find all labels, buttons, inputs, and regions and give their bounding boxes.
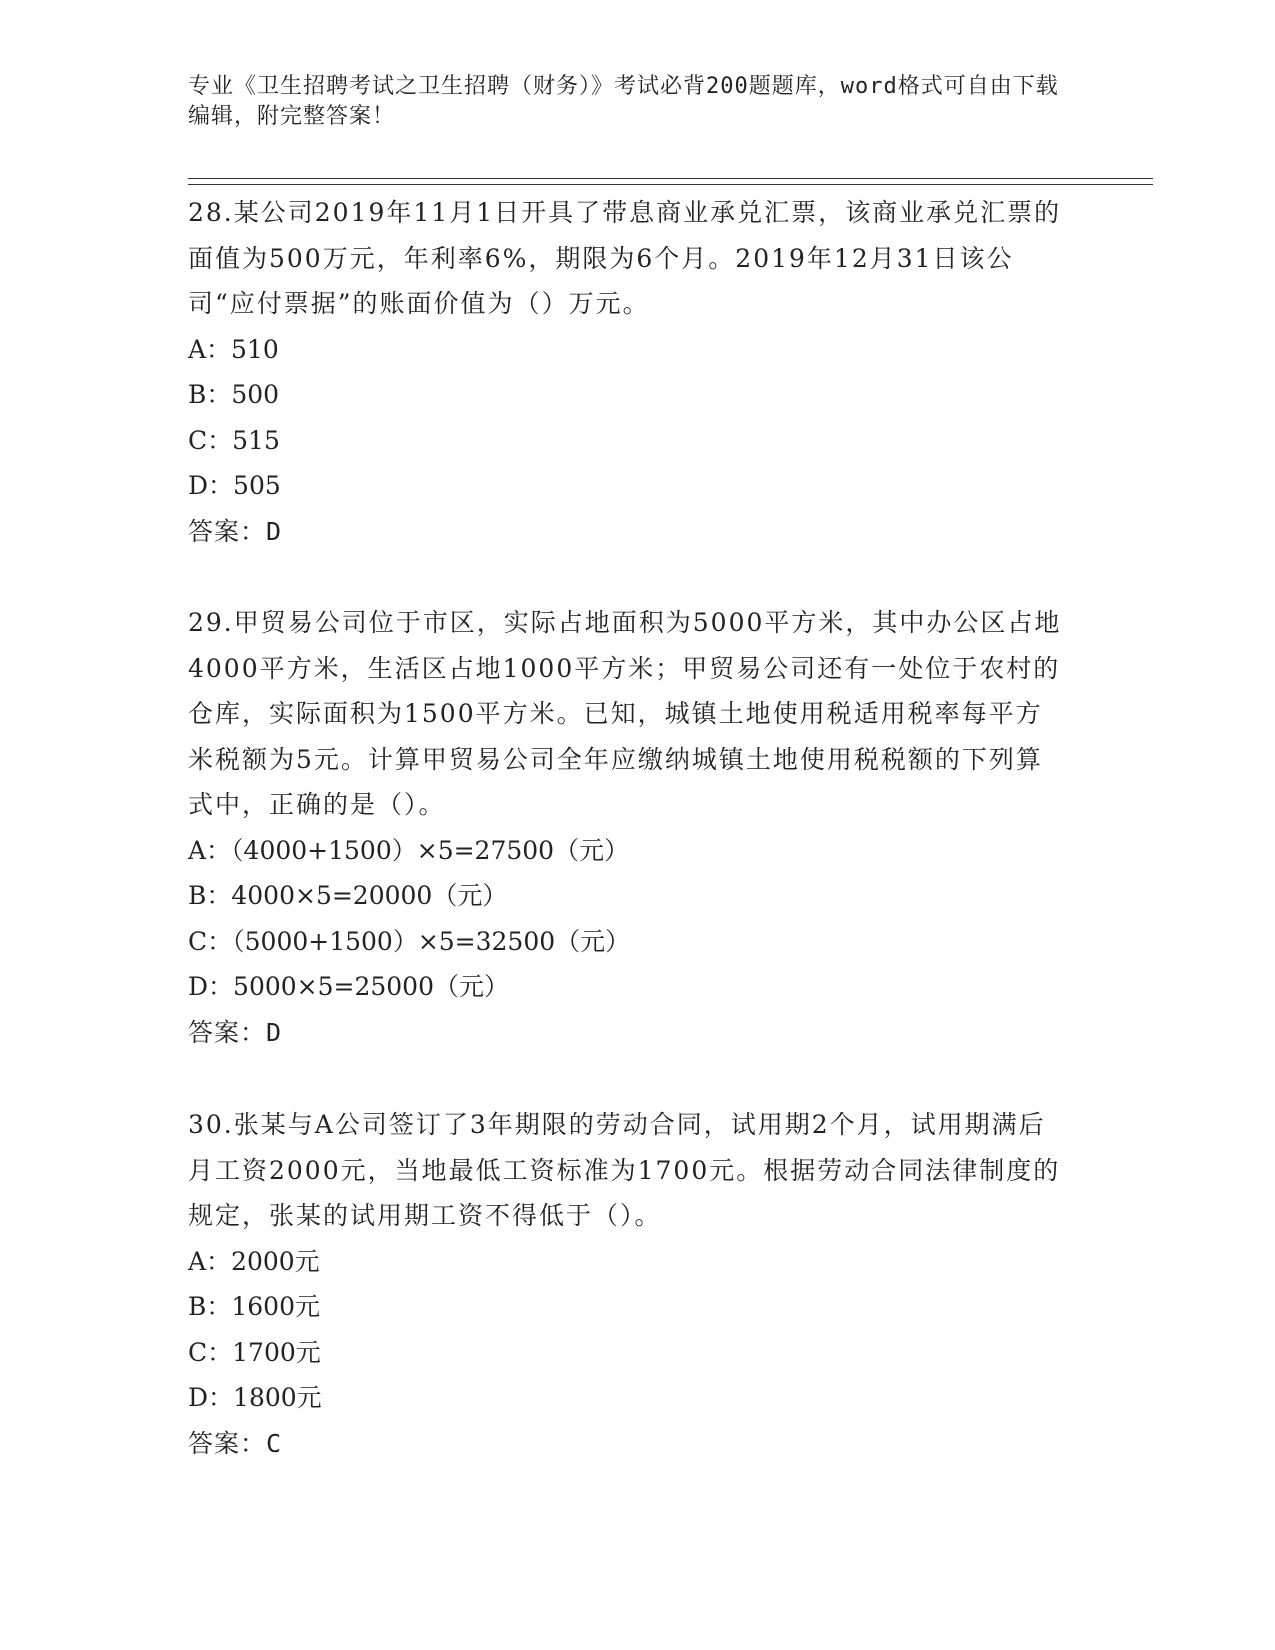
option-c: C：1700元 — [188, 1337, 321, 1367]
option-b: B：500 — [188, 380, 280, 409]
document-header: 专业《卫生招聘考试之卫生招聘（财务）》考试必背200题题库，word格式可自由下载编辑，附完整答案！ — [188, 74, 1059, 129]
question-stem: 28.某公司2019年11月1日开具了带息商业承兑汇票，该商业承兑汇票的面值为500万元，年利率6%，期限为6个月。2019年12月31日该公司“应付票据”的账面价值为（）万元。 — [188, 198, 1062, 318]
option-d: D：5000×5=25000（元） — [188, 972, 509, 1001]
answer: 答案：C — [188, 1428, 283, 1458]
answer: 答案：D — [188, 516, 283, 546]
option-d: D：505 — [188, 471, 281, 500]
option-c: C：515 — [188, 425, 280, 455]
header-divider-top — [188, 178, 1153, 179]
option-a: A：510 — [188, 334, 279, 364]
question-28 — [188, 190, 1068, 554]
question-stem: 30.张某与A公司签订了3年期限的劳动合同，试用期2个月，试用期满后月工资2000元，当地最低工资标准为1700元。根据劳动合同法律制度的规定，张某的试用期工资不得低于（）。 — [188, 1110, 1061, 1230]
option-b: B：1600元 — [188, 1292, 320, 1321]
option-a: A：2000元 — [188, 1246, 320, 1276]
option-d: D：1800元 — [188, 1383, 322, 1412]
option-c: C：（5000+1500）×5=32500（元） — [188, 926, 631, 956]
question-stem: 29.甲贸易公司位于市区，实际占地面积为5000平方米，其中办公区占地4000平方米，生活区占地1000平方米；甲贸易公司还有一处位于农村的仓库，实际面积为1500平方米。已知，城镇土地使用税适用税率每平方米税额为5元。计算甲贸易公司全年应缴纳城镇土地使用税税额的下列算式中，正确的是（）。 — [188, 608, 1062, 819]
question-30 — [188, 1102, 1068, 1466]
option-b: B：4000×5=20000（元） — [188, 881, 508, 910]
option-a: A：（4000+1500）×5=27500（元） — [188, 835, 630, 865]
question-29 — [188, 600, 1068, 1055]
answer: 答案：D — [188, 1017, 283, 1047]
header-divider-bottom — [188, 184, 1153, 185]
